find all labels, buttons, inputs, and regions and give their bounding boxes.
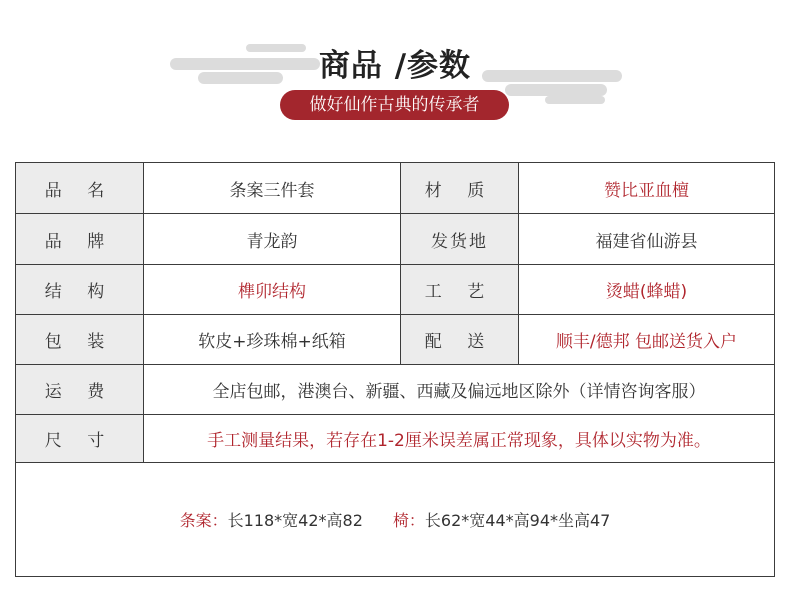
spec-row-structure	[16, 265, 774, 315]
spec-value: 顺丰/德邦 包邮送货入户	[555, 332, 738, 352]
spec-row-packaging	[16, 315, 774, 365]
spec-value: 赞比亚血檀	[604, 180, 689, 201]
spec-row-name	[16, 163, 774, 214]
spec-label: 工 艺	[401, 265, 519, 314]
spec-value: 手工测量结果，若存在1-2厘米误差属正常现象，具体以实物为准。	[207, 431, 711, 451]
spec-label: 品 牌	[16, 214, 144, 264]
spec-row-brand	[16, 214, 774, 265]
spec-label: 尺 寸	[16, 415, 144, 462]
spec-label: 品 名	[16, 163, 144, 213]
spec-value: 全店包邮，港澳台、新疆、西藏及偏远地区除外（详情咨询客服）	[212, 382, 706, 402]
spec-value: 条案三件套	[144, 163, 401, 213]
spec-value: 青龙韵	[144, 214, 401, 264]
spec-table	[15, 162, 775, 577]
dimension-item-name: 条案：	[179, 511, 228, 530]
dimension-item-name: 椅：	[392, 511, 425, 530]
dimension-item-value: 长62*宽44*高94*坐高47	[424, 511, 611, 530]
page-header	[0, 0, 790, 140]
spec-label: 包 装	[16, 315, 144, 364]
spec-label: 结 构	[16, 265, 144, 314]
spec-row-size	[16, 415, 774, 463]
spec-value: 软皮+珍珠棉+纸箱	[144, 315, 401, 364]
spec-value: 榫卯结构	[144, 265, 401, 314]
dimensions-line	[16, 463, 774, 576]
subtitle-ribbon: 做好仙作古典的传承者	[280, 90, 509, 120]
spec-label: 发货地	[401, 214, 519, 264]
dimension-item-value: 长118*宽42*高82	[227, 511, 363, 530]
spec-value: 烫蜡(蜂蜡)	[605, 282, 688, 302]
spec-label: 材 质	[401, 163, 519, 213]
cloud-decoration-right-2	[505, 84, 607, 96]
spec-row-shipping	[16, 365, 774, 415]
cloud-decoration-right-3	[545, 96, 605, 104]
spec-label: 运 费	[16, 365, 144, 414]
spec-label: 配 送	[401, 315, 519, 364]
page-title: 商品 /参数	[318, 48, 472, 84]
spec-value: 福建省仙游县	[595, 231, 698, 252]
